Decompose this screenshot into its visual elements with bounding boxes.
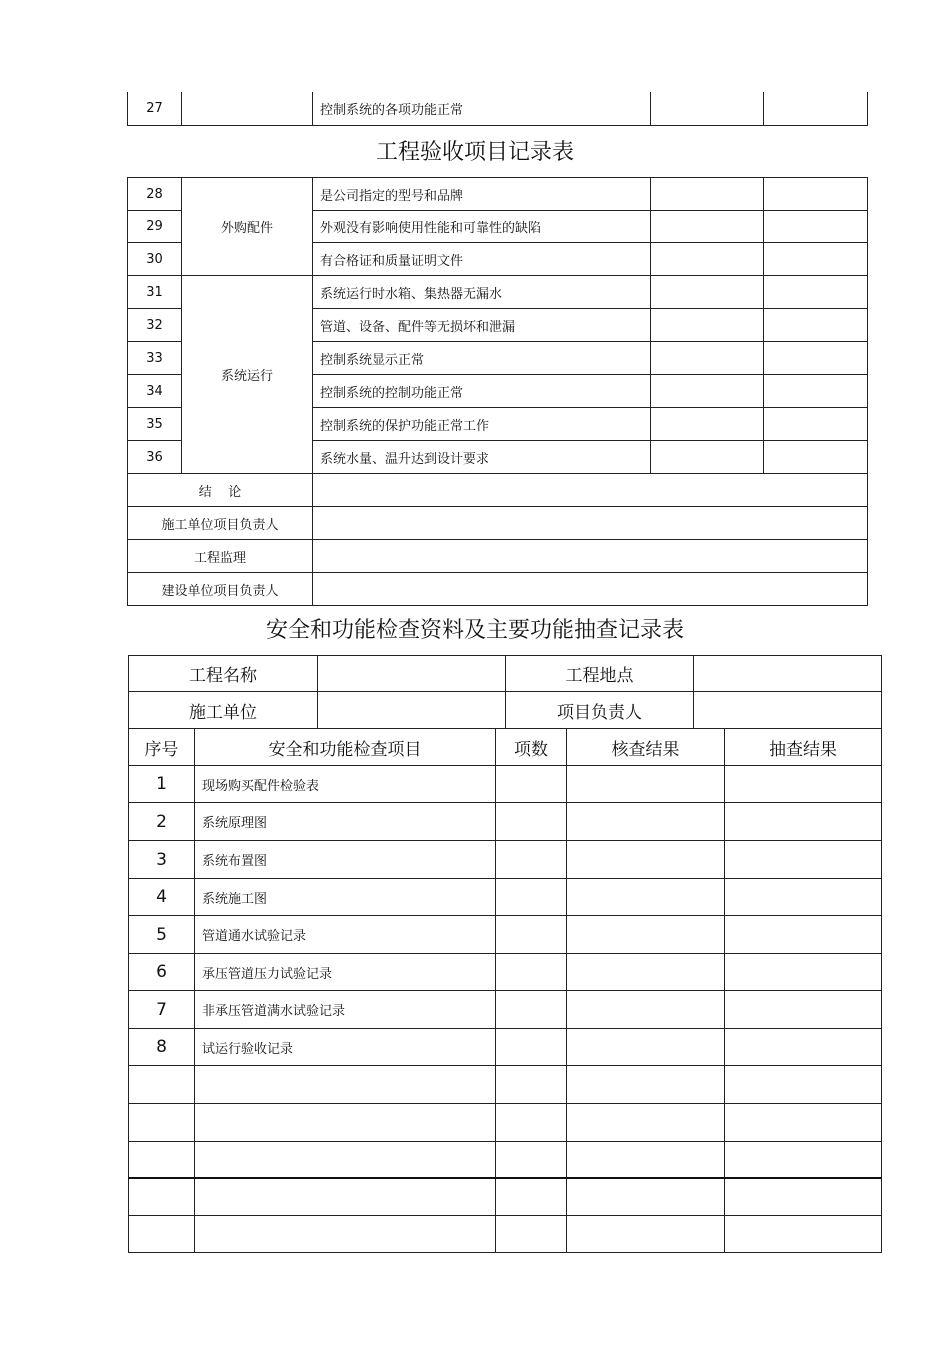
acceptance-table: [127, 177, 868, 606]
empty-cell[interactable]: [496, 1066, 567, 1104]
project-name-field[interactable]: [318, 656, 506, 692]
empty-cell[interactable]: [725, 1216, 882, 1253]
count-cell[interactable]: [496, 916, 567, 954]
result-cell: [651, 211, 764, 243]
spot-cell[interactable]: [725, 954, 882, 991]
row-number: 2: [129, 803, 195, 841]
result-cell: [651, 178, 764, 211]
empty-cell[interactable]: [129, 1142, 195, 1178]
count-cell[interactable]: [496, 879, 567, 916]
spot-cell[interactable]: [725, 841, 882, 879]
row-item: 有合格证和质量证明文件: [313, 243, 651, 276]
row-item: 控制系统的保护功能正常工作: [313, 408, 651, 441]
row-number: 31: [128, 276, 182, 309]
row-number: 30: [128, 243, 182, 276]
table-row: [129, 841, 882, 879]
row-item: 试运行验收记录: [195, 1029, 496, 1066]
result-cell: [651, 92, 764, 125]
table-row: [128, 178, 868, 211]
empty-cell[interactable]: [129, 1178, 195, 1216]
row-category: [182, 92, 313, 125]
table-row: [129, 766, 882, 803]
empty-cell[interactable]: [195, 1066, 496, 1104]
empty-cell[interactable]: [725, 1104, 882, 1142]
empty-cell[interactable]: [496, 1104, 567, 1142]
row-number: 3: [129, 841, 195, 879]
row-number: 32: [128, 309, 182, 342]
count-cell[interactable]: [496, 954, 567, 991]
empty-cell[interactable]: [195, 1216, 496, 1253]
table-row: [128, 276, 868, 309]
conclusion-field[interactable]: [313, 474, 868, 507]
check-cell[interactable]: [567, 954, 725, 991]
empty-cell[interactable]: [567, 1104, 725, 1142]
count-cell[interactable]: [496, 766, 567, 803]
remark-cell: [764, 408, 868, 441]
row-item: 系统运行时水箱、集热器无漏水: [313, 276, 651, 309]
spot-cell[interactable]: [725, 879, 882, 916]
count-cell[interactable]: [496, 1029, 567, 1066]
result-cell: [651, 441, 764, 474]
row-item: 系统施工图: [195, 879, 496, 916]
remark-cell: [764, 92, 868, 125]
header-spot-result: 抽查结果: [725, 729, 882, 766]
remark-cell: [764, 211, 868, 243]
project-name-label: 工程名称: [129, 656, 318, 692]
empty-row: [129, 1104, 882, 1142]
row-number: 1: [129, 766, 195, 803]
check-cell[interactable]: [567, 841, 725, 879]
contractor-label: 施工单位: [129, 692, 318, 729]
empty-row: [129, 1216, 882, 1253]
continued-table: [127, 92, 868, 126]
row-item: 控制系统的各项功能正常: [313, 92, 651, 125]
empty-cell[interactable]: [129, 1216, 195, 1253]
empty-cell[interactable]: [195, 1178, 496, 1216]
remark-cell: [764, 375, 868, 408]
result-cell: [651, 243, 764, 276]
header-count: 项数: [496, 729, 567, 766]
empty-cell[interactable]: [496, 1142, 567, 1178]
table-row: [129, 1029, 882, 1066]
row-item: 系统水量、温升达到设计要求: [313, 441, 651, 474]
contractor-lead-field[interactable]: [313, 507, 868, 540]
row-number: 34: [128, 375, 182, 408]
check-cell[interactable]: [567, 916, 725, 954]
safety-table-title: 安全和功能检查资料及主要功能抽查记录表: [265, 618, 684, 643]
info-row: [129, 692, 882, 729]
spot-cell[interactable]: [725, 916, 882, 954]
remark-cell: [764, 243, 868, 276]
row-number: 7: [129, 991, 195, 1029]
empty-cell[interactable]: [496, 1216, 567, 1253]
project-lead-label: 项目负责人: [506, 692, 694, 729]
supervision-label: 工程监理: [128, 540, 313, 573]
signoff-row: [128, 507, 868, 540]
count-cell[interactable]: [496, 991, 567, 1029]
empty-cell[interactable]: [725, 1142, 882, 1178]
contractor-lead-label: 施工单位项目负责人: [128, 507, 313, 540]
row-number: 28: [128, 178, 182, 211]
result-cell: [651, 408, 764, 441]
empty-row: [129, 1142, 882, 1178]
empty-row: [129, 1178, 882, 1216]
acceptance-table-title: 工程验收项目记录表: [375, 140, 574, 165]
project-info-table: [128, 655, 882, 729]
row-item: 非承压管道满水试验记录: [195, 991, 496, 1029]
row-number: 8: [129, 1029, 195, 1066]
table-row: [129, 879, 882, 916]
empty-cell[interactable]: [195, 1104, 496, 1142]
table-row: [129, 954, 882, 991]
header-no: 序号: [129, 729, 195, 766]
result-cell: [651, 342, 764, 375]
row-item: 现场购买配件检验表: [195, 766, 496, 803]
remark-cell: [764, 342, 868, 375]
group-purchased-parts: 外购配件: [182, 178, 313, 276]
check-cell[interactable]: [567, 1029, 725, 1066]
empty-cell[interactable]: [567, 1066, 725, 1104]
row-number: 6: [129, 954, 195, 991]
conclusion-label: 结 论: [128, 474, 313, 507]
table-row: [129, 916, 882, 954]
remark-cell: [764, 178, 868, 211]
project-location-label: 工程地点: [506, 656, 694, 692]
count-cell[interactable]: [496, 841, 567, 879]
group-system-operation: 系统运行: [182, 276, 313, 474]
empty-cell[interactable]: [567, 1178, 725, 1216]
owner-lead-label: 建设单位项目负责人: [128, 573, 313, 606]
supervision-field[interactable]: [313, 540, 868, 573]
header-check-result: 核查结果: [567, 729, 725, 766]
row-number: 33: [128, 342, 182, 375]
empty-row: [129, 1066, 882, 1104]
row-number: 27: [128, 92, 182, 125]
row-item: 是公司指定的型号和品牌: [313, 178, 651, 211]
conclusion-row: [128, 474, 868, 507]
remark-cell: [764, 276, 868, 309]
info-row: [129, 656, 882, 692]
signoff-row: [128, 573, 868, 606]
spot-cell[interactable]: [725, 803, 882, 841]
spot-cell[interactable]: [725, 991, 882, 1029]
project-location-field[interactable]: [694, 656, 882, 692]
header-item: 安全和功能检查项目: [195, 729, 496, 766]
row-number: 29: [128, 211, 182, 243]
row-item: 系统原理图: [195, 803, 496, 841]
contractor-field[interactable]: [318, 692, 506, 729]
empty-cell[interactable]: [129, 1104, 195, 1142]
count-cell[interactable]: [496, 803, 567, 841]
row-item: 管道、设备、配件等无损坏和泄漏: [313, 309, 651, 342]
row-item: 承压管道压力试验记录: [195, 954, 496, 991]
owner-lead-field[interactable]: [313, 573, 868, 606]
table-row: [128, 92, 868, 125]
safety-check-table: [128, 728, 882, 1253]
header-row: [129, 729, 882, 766]
row-number: 36: [128, 441, 182, 474]
check-cell[interactable]: [567, 991, 725, 1029]
row-item: 管道通水试验记录: [195, 916, 496, 954]
empty-cell[interactable]: [195, 1142, 496, 1178]
empty-cell[interactable]: [567, 1216, 725, 1253]
spot-cell[interactable]: [725, 1029, 882, 1066]
check-cell[interactable]: [567, 803, 725, 841]
table-row: [129, 991, 882, 1029]
empty-cell[interactable]: [725, 1178, 882, 1216]
result-cell: [651, 375, 764, 408]
row-number: 35: [128, 408, 182, 441]
remark-cell: [764, 309, 868, 342]
check-cell[interactable]: [567, 879, 725, 916]
empty-cell[interactable]: [129, 1066, 195, 1104]
empty-cell[interactable]: [567, 1142, 725, 1178]
row-number: 5: [129, 916, 195, 954]
empty-cell[interactable]: [725, 1066, 882, 1104]
row-item: 系统布置图: [195, 841, 496, 879]
row-number: 4: [129, 879, 195, 916]
empty-cell[interactable]: [496, 1178, 567, 1216]
row-item: 控制系统的控制功能正常: [313, 375, 651, 408]
result-cell: [651, 276, 764, 309]
row-item: 外观没有影响使用性能和可靠性的缺陷: [313, 211, 651, 243]
result-cell: [651, 309, 764, 342]
project-lead-field[interactable]: [694, 692, 882, 729]
check-cell[interactable]: [567, 766, 725, 803]
remark-cell: [764, 441, 868, 474]
row-item: 控制系统显示正常: [313, 342, 651, 375]
signoff-row: [128, 540, 868, 573]
table-row: [129, 803, 882, 841]
spot-cell[interactable]: [725, 766, 882, 803]
